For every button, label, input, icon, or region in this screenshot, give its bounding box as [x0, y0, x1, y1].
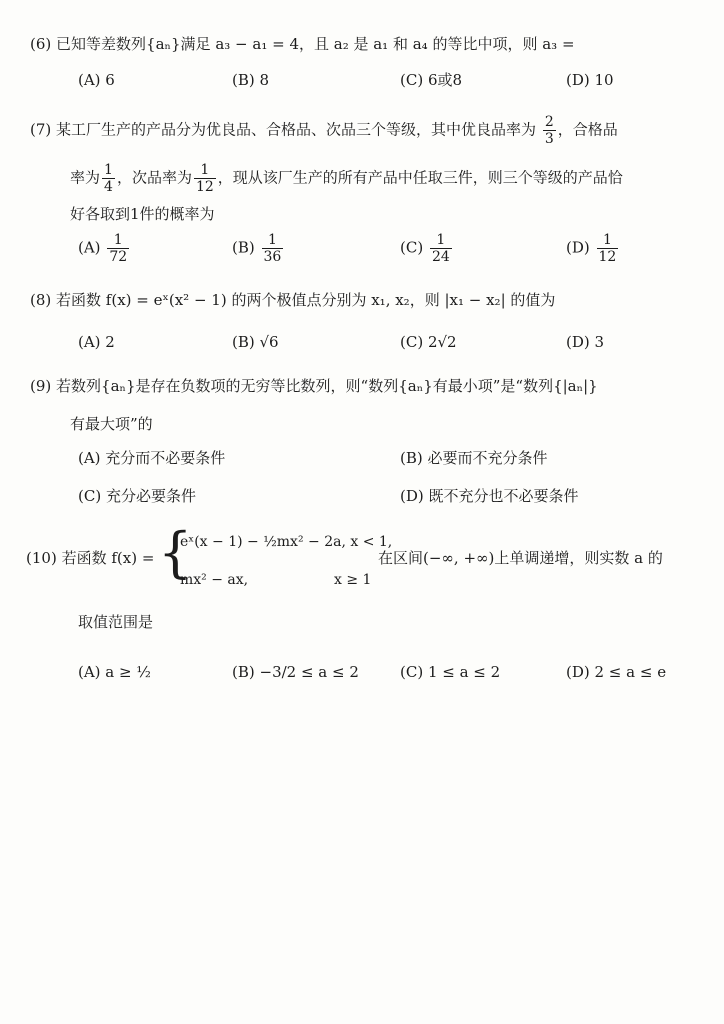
q7-option-c-fraction [430, 232, 452, 265]
q6-stem-text: 已知等差数列{aₙ}满足 a₃ − a₁ = 4，且 a₂ 是 a₁ 和 a₄ 的等比中项，则 a₃ = [56, 35, 575, 53]
q7-fraction-defective [194, 162, 216, 195]
q7-frac1-numerator: 2 [544, 114, 554, 130]
q8-option-d: (D) 3 [566, 333, 605, 351]
q7-stem-line-2 [70, 162, 623, 195]
q10-option-d: (D) 2 ≤ a ≤ e [566, 663, 667, 681]
q8-option-c: (C) 2√2 [400, 333, 457, 351]
q7-option-d-den: 12 [598, 249, 617, 265]
q9-label: (9) [30, 377, 52, 395]
q7-stem-2b: ，次品率为 [116, 168, 192, 187]
q6-label: (6) [30, 35, 52, 53]
q6-option-a: (A) 6 [78, 71, 115, 89]
q7-stem-line-3: 好各取到1件的概率为 [70, 205, 215, 223]
q9-option-d: (D) 既不充分也不必要条件 [400, 487, 579, 505]
q10-option-b: (B) −3/2 ≤ a ≤ 2 [232, 663, 359, 681]
q10-lead [26, 548, 154, 568]
q7-option-a-den: 72 [109, 249, 128, 265]
q10-tail: 在区间(−∞, +∞)上单调递增，则实数 a 的 [378, 549, 663, 567]
q7-frac2-denominator: 4 [104, 179, 113, 195]
q10-stem-2: 取值范围是 [78, 613, 154, 631]
q8-option-b: (B) √6 [232, 333, 279, 351]
q10-case-2-condition: x ≥ 1 [334, 572, 372, 588]
q7-frac3-denominator: 12 [195, 179, 214, 195]
q7-fraction-excellent [543, 114, 556, 147]
q9-option-a: (A) 充分而不必要条件 [78, 449, 226, 467]
q8-stem [30, 290, 555, 310]
q8-option-a: (A) 2 [78, 333, 115, 351]
q6-option-c: (C) 6或8 [400, 71, 463, 89]
q10-option-a: (A) a ≥ ½ [78, 663, 151, 681]
q6-option-d: (D) 10 [566, 71, 614, 89]
q7-option-a-num: 1 [107, 232, 129, 249]
q7-option-d-fraction [597, 232, 619, 265]
q10-label: (10) [26, 549, 57, 567]
q7-option-c-den: 24 [431, 249, 450, 265]
q7-option-b-den: 36 [263, 249, 282, 265]
q7-option-d-label: (D) [566, 238, 590, 257]
q7-stem-line-1 [30, 114, 618, 147]
q7-frac1-denominator: 3 [544, 131, 554, 147]
q7-option-a-label: (A) [78, 238, 101, 257]
q7-stem-1: 某工厂生产的产品分为优良品、合格品、次品三个等级，其中优良品率为 [56, 120, 537, 139]
q10-lead-text: 若函数 f(x) = [61, 549, 155, 567]
q9-stem-line-2: 有最大项”的 [70, 415, 153, 433]
q8-label: (8) [30, 291, 52, 309]
q10-case-1: eˣ(x − 1) − ½mx² − 2a, x < 1, [180, 534, 393, 550]
q9-stem-1: 若数列{aₙ}是存在负数项的无穷等比数列，则“数列{aₙ}有最小项”是“数列{|aₙ|} [56, 377, 598, 395]
q7-option-d [566, 232, 620, 265]
q7-option-b-num: 1 [262, 232, 284, 249]
piecewise-brace: { [158, 521, 193, 584]
q7-option-b [232, 232, 285, 265]
q7-frac3-numerator: 1 [194, 162, 216, 179]
q7-option-c-label: (C) [400, 238, 424, 257]
q7-stem-2a: 率为 [70, 168, 101, 187]
q7-option-d-num: 1 [597, 232, 619, 249]
q7-option-b-fraction [262, 232, 284, 265]
q7-stem-1-end: ，合格品 [557, 120, 618, 139]
q10-option-c: (C) 1 ≤ a ≤ 2 [400, 663, 501, 681]
q7-stem-2c: ，现从该厂生产的所有产品中任取三件，则三个等级的产品恰 [217, 168, 623, 187]
q7-option-b-label: (B) [232, 238, 255, 257]
q6-option-b: (B) 8 [232, 71, 270, 89]
q10-case-2: mx² − ax, [180, 572, 249, 588]
q7-label: (7) [30, 120, 52, 139]
q6-stem [30, 34, 575, 54]
q7-option-a-fraction [107, 232, 129, 265]
q7-fraction-qualified [102, 162, 115, 195]
q7-frac2-numerator: 1 [104, 162, 113, 178]
q7-option-c [400, 232, 454, 265]
q9-option-b: (B) 必要而不充分条件 [400, 449, 548, 467]
q9-stem-line-1 [30, 376, 598, 396]
q7-option-c-num: 1 [430, 232, 452, 249]
q7-option-a [78, 232, 131, 265]
q9-option-c: (C) 充分必要条件 [78, 487, 196, 505]
q8-stem-text: 若函数 f(x) = eˣ(x² − 1) 的两个极值点分别为 x₁, x₂，则 |x₁ − x₂| 的值为 [56, 291, 556, 309]
